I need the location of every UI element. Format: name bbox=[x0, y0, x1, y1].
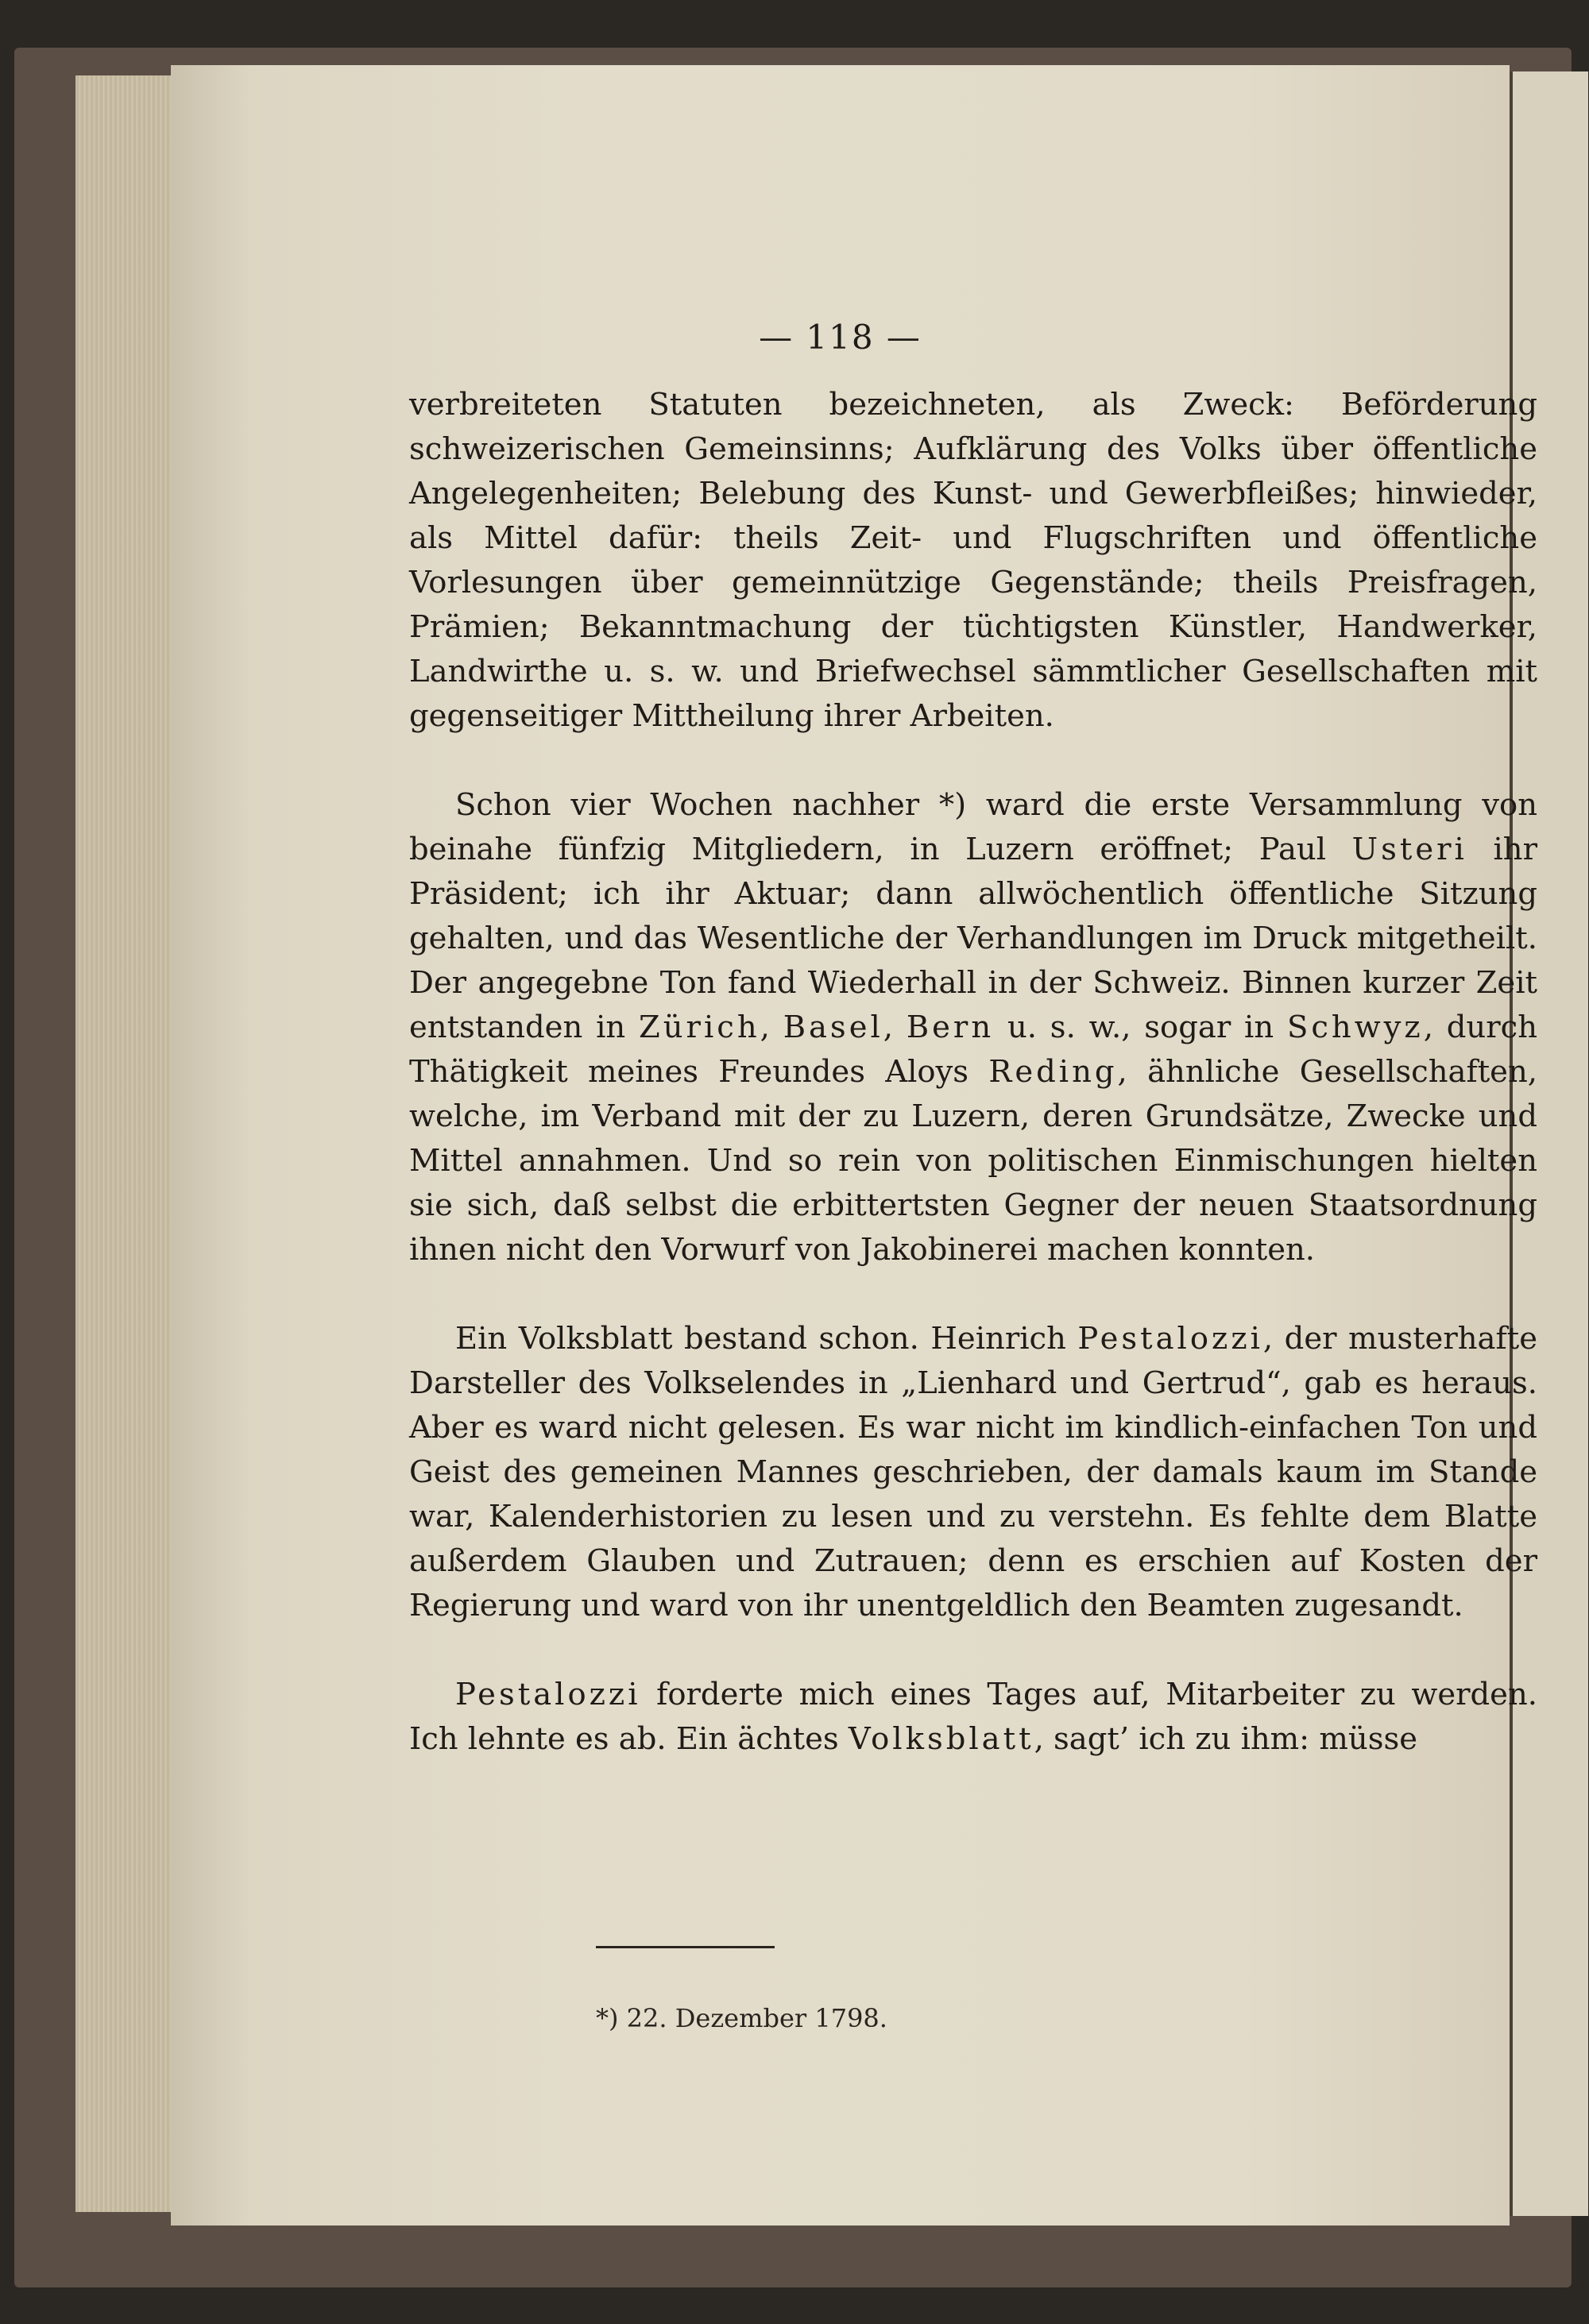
spaced-name: Zürich bbox=[639, 1010, 760, 1045]
paragraph bbox=[409, 1317, 1537, 1628]
footnote: *) 22. Dezember 1798. bbox=[596, 2003, 887, 2033]
paragraph bbox=[409, 783, 1537, 1272]
spaced-name: Volksblatt bbox=[848, 1721, 1034, 1757]
text-run: , sagt’ ich zu ihm: müsse bbox=[1034, 1721, 1417, 1757]
spaced-name: Pestalozzi bbox=[1077, 1321, 1263, 1357]
page-edges bbox=[75, 75, 179, 2212]
spaced-name: Schwyz bbox=[1287, 1010, 1424, 1045]
paragraph bbox=[409, 383, 1537, 739]
text-run: , ähnliche Gesellschaften, welche, im Verband mit der zu Luzern, deren Grundsätze, Zwecke und Mittel annahmen. Und so rein von politischen Einmischungen hielten sie sich, daß selbst die erbittertsten Gegner der neuen Staatsordnung ihnen nicht den Vorwurf von Jakobinerei machen konnten. bbox=[409, 1054, 1538, 1268]
text-run: forderte mich eines Tages auf, Mitarbeiter zu werden. Ich lehnte es ab. Ein ächtes bbox=[409, 1677, 1537, 1757]
spaced-name: Pestalozzi bbox=[455, 1677, 641, 1712]
spaced-name: Reding bbox=[988, 1054, 1118, 1090]
text-run: , durch Thätigkeit meines Freundes Aloys bbox=[409, 1010, 1537, 1090]
text-run: verbreiteten Statuten bezeichneten, als Zweck: Beförderung schweizerischen Gemeinsinns; Aufklärung des Volks über öffentliche Angelegenheiten; Belebung des Kunst- und Gewerbfleißes; hinwieder, als Mittel dafür: theils Zeit- und Flugschriften und öffentliche Vorlesungen über gemeinnützige Gegenstände; theils Preisfragen, Prämien; Bekanntmachung der tüchtigsten Künstler, Handwerker, Landwirthe u. s. w. und Briefwechsel sämmtlicher Gesellschaften mit gegenseitiger Mittheilung ihrer Arbeiten. bbox=[409, 387, 1537, 734]
spaced-name: Bern bbox=[906, 1010, 995, 1045]
text-run: ihr Präsident; ich ihr Aktuar; dann allwöchentlich öffentliche Sitzung gehalten, und das Wesentliche der Verhandlungen im Druck mitgetheilt. Der angegebne Ton fand Wiederhall in der Schweiz. Binnen kurzer Zeit entstanden in bbox=[409, 832, 1537, 1045]
text-run: Ein Volksblatt bestand schon. Heinrich bbox=[455, 1321, 1078, 1357]
text-run: , bbox=[883, 1010, 907, 1045]
footnote-rule bbox=[596, 1946, 775, 1948]
book-page bbox=[171, 65, 1538, 2226]
page-number: — 118 — bbox=[759, 318, 922, 357]
text-run: Schon vier Wochen nachher *) ward die erste Versammlung von beinahe fünfzig Mitgliedern, in Luzern eröffnet; Paul bbox=[409, 787, 1537, 867]
paragraph bbox=[409, 1673, 1537, 1762]
text-run: , bbox=[760, 1010, 783, 1045]
body-text bbox=[409, 383, 1537, 1762]
text-run: , der musterhafte Darsteller des Volkselendes in „Lienhard und Gertrud“, gab es heraus. Aber es ward nicht gelesen. Es war nicht im kindlich-einfachen Ton und Geist des gemeinen Mannes geschrieben, der damals kaum im Stande war, Kalenderhistorien zu lesen und zu verstehn. Es fehlte dem Blatte außerdem Glauben und Zutrauen; denn es erschien auf Kosten der Regierung und ward von ihr unentgeldlich den Beamten zugesandt. bbox=[409, 1321, 1537, 1623]
text-run: u. s. w., sogar in bbox=[994, 1010, 1287, 1045]
spaced-name: Usteri bbox=[1351, 832, 1467, 867]
spaced-name: Basel bbox=[783, 1010, 883, 1045]
